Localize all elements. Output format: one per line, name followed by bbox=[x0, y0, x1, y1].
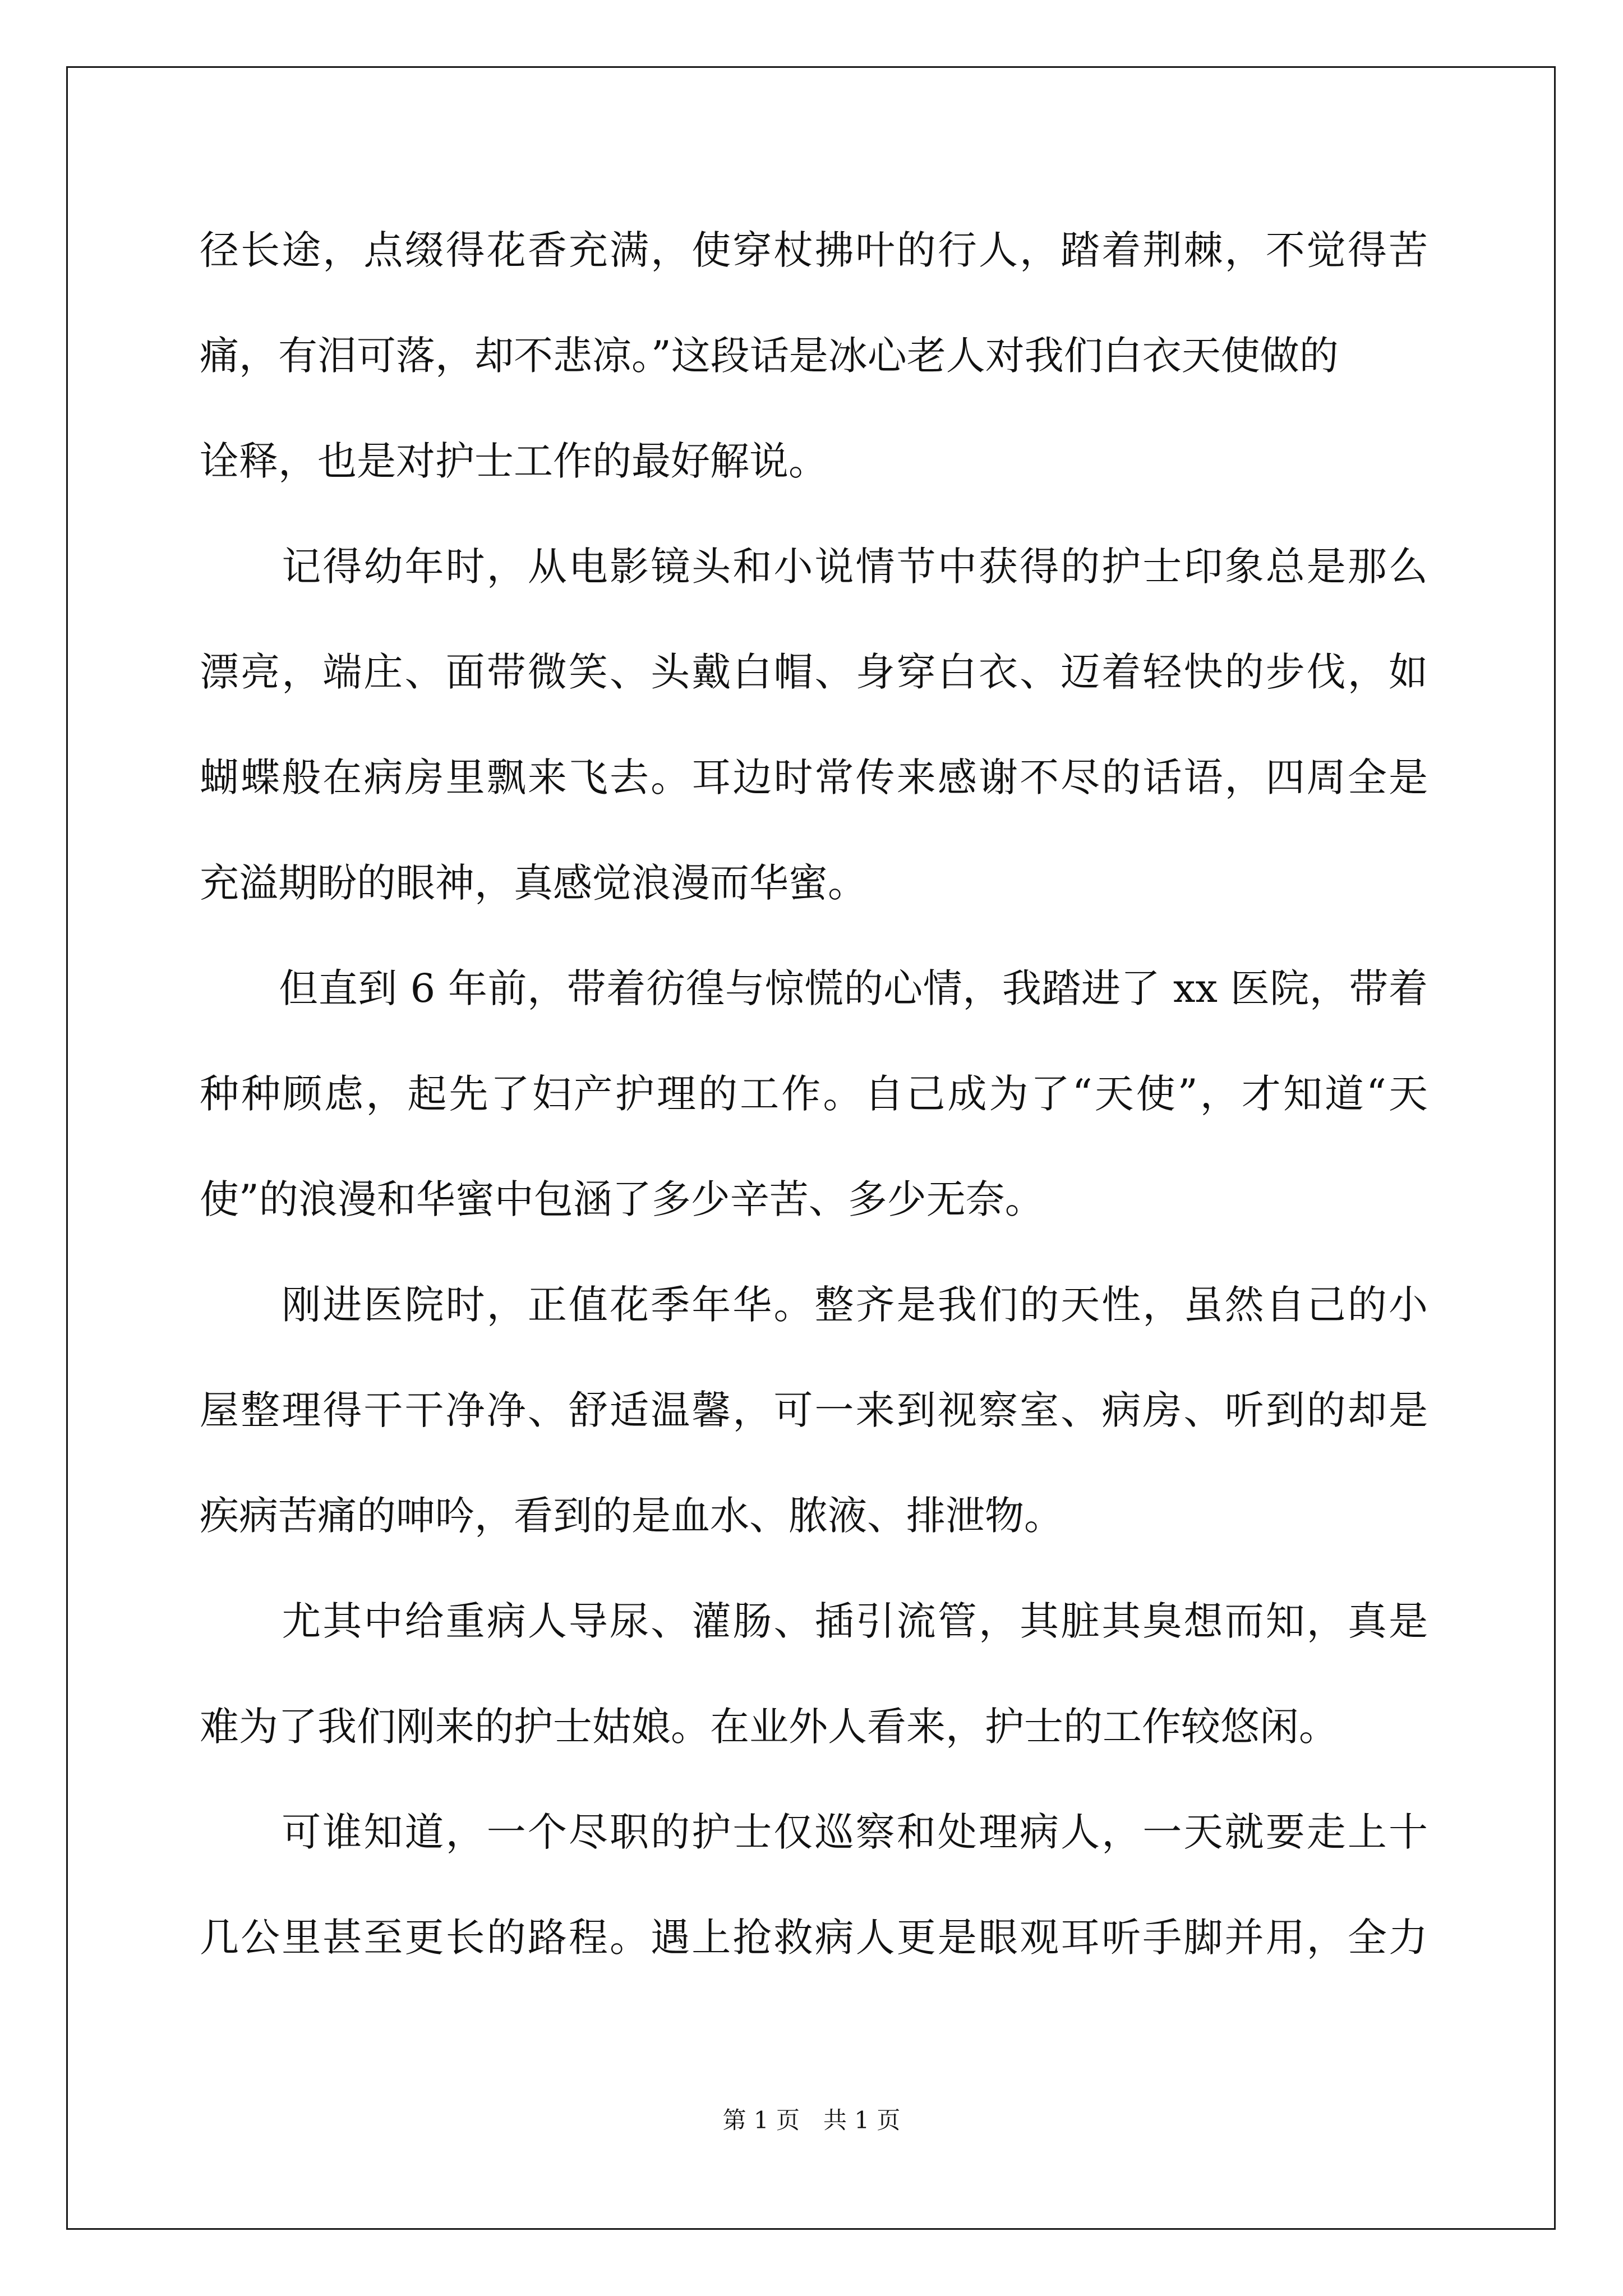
paragraph-line: 但直到 6 年前，带着彷徨与惊慌的心情，我踏进了 xx 医院，带着 bbox=[200, 965, 1428, 1011]
paragraph-line: 疾病苦痛的呻吟，看到的是血水、脓液、排泄物。 bbox=[200, 1493, 1063, 1539]
paragraph-line: 诠释，也是对护士工作的最好解说。 bbox=[200, 438, 828, 484]
paragraph-line: 漂亮，端庄、面带微笑、头戴白帽、身穿白衣、迈着轻快的步伐，如 bbox=[200, 649, 1428, 695]
page-number-footer: 第 1 页 共 1 页 bbox=[722, 2106, 901, 2134]
paragraph-line: 记得幼年时，从电影镜头和小说情节中获得的护士印象总是那么 bbox=[200, 544, 1428, 590]
paragraph-line: 充溢期盼的眼神，真感觉浪漫而华蜜。 bbox=[200, 860, 867, 906]
paragraph-line: 可谁知道，一个尽职的护士仅巡察和处理病人，一天就要走上十 bbox=[200, 1809, 1428, 1855]
page-border bbox=[66, 66, 1556, 2230]
paragraph-line: 屋整理得干干净净、舒适温馨，可一来到视察室、病房、听到的却是 bbox=[200, 1387, 1428, 1433]
paragraph-line: 种种顾虑，起先了妇产护理的工作。自己成为了“天使”，才知道“天 bbox=[200, 1071, 1428, 1117]
paragraph-line: 痛，有泪可落，却不悲凉。”这段话是冰心老人对我们白衣天使做的 bbox=[200, 333, 1339, 379]
paragraph-line: 尤其中给重病人导尿、灌肠、插引流管，其脏其臭想而知，真是 bbox=[200, 1598, 1428, 1644]
paragraph-line: 刚进医院时，正值花季年华。整齐是我们的天性，虽然自己的小 bbox=[200, 1282, 1428, 1328]
paragraph-line: 几公里甚至更长的路程。遇上抢救病人更是眼观耳听手脚并用，全力 bbox=[200, 1915, 1428, 1961]
paragraph-line: 蝴蝶般在病房里飘来飞去。耳边时常传来感谢不尽的话语，四周全是 bbox=[200, 754, 1428, 800]
paragraph-line: 难为了我们刚来的护士姑娘。在业外人看来，护士的工作较悠闲。 bbox=[200, 1704, 1338, 1750]
paragraph-line: 使”的浪漫和华蜜中包涵了多少辛苦、多少无奈。 bbox=[200, 1176, 1044, 1222]
paragraph-line: 径长途，点缀得花香充满，使穿杖拂叶的行人，踏着荆棘，不觉得苦 bbox=[200, 227, 1428, 273]
